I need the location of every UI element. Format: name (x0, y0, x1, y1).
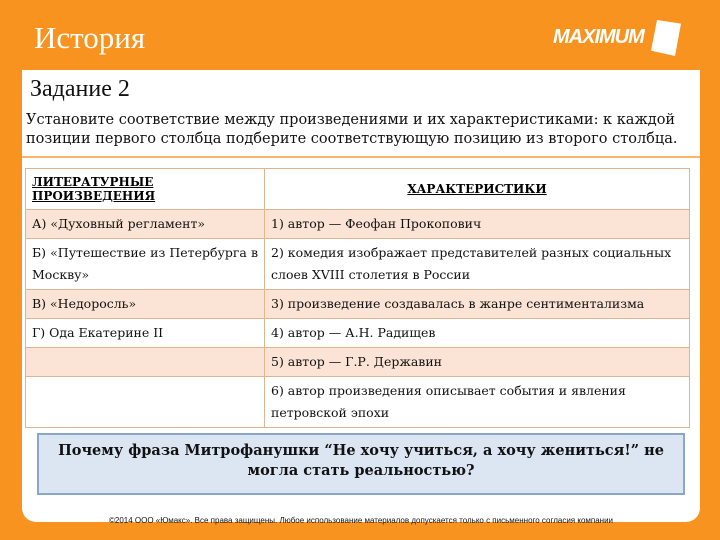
copyright-footer: ©2014 ООО «Юмакс». Все права защищены. Любое использование материалов допускается только с письменного согласия компании (108, 516, 614, 525)
question-box: Почему фраза Митрофанушки “Не хочу учиться, а хочу жениться!” не могла стать реальностью? (37, 433, 685, 495)
logo-text: MAXIMUM (553, 26, 644, 48)
characteristic-cell: 4) автор — А.Н. Радищев (265, 319, 690, 348)
work-cell (26, 377, 265, 428)
work-cell: В) «Недоросль» (26, 290, 265, 319)
characteristic-cell: 6) автор произведения описывает события и явления петровской эпохи (265, 377, 690, 428)
header-characteristics: ХАРАКТЕРИСТИКИ (265, 169, 690, 210)
table-row (26, 210, 690, 239)
characteristic-cell: 2) комедия изображает представителей разных социальных слоев XVIII столетия в России (265, 239, 690, 290)
table-row (26, 377, 690, 428)
work-cell (26, 348, 265, 377)
work-cell: Б) «Путешествие из Петербурга в Москву» (26, 239, 265, 290)
task-instruction: Установите соответствие между произведениями и их характеристиками: к каждой позиции первого столбца подберите соответствующую позицию из второго столбца. (26, 112, 678, 147)
maximum-logo (553, 18, 683, 62)
work-cell: А) «Духовный регламент» (26, 210, 265, 239)
divider (22, 156, 700, 158)
table-header (26, 169, 690, 210)
task-title: Задание 2 (30, 76, 130, 102)
characteristic-cell: 5) автор — Г.Р. Державин (265, 348, 690, 377)
header-works: ЛИТЕРАТУРНЫЕ ПРОИЗВЕДЕНИЯ (26, 169, 265, 210)
table-row (26, 239, 690, 290)
content-panel (22, 70, 700, 525)
matching-table (25, 168, 690, 428)
logo-icon (651, 20, 681, 56)
characteristic-cell: 1) автор — Феофан Прокопович (265, 210, 690, 239)
work-cell: Г) Ода Екатерине II (26, 319, 265, 348)
table-row (26, 290, 690, 319)
characteristic-cell: 3) произведение создавалась в жанре сентиментализма (265, 290, 690, 319)
page-title: История (34, 20, 146, 55)
table-row (26, 348, 690, 377)
table-row (26, 319, 690, 348)
